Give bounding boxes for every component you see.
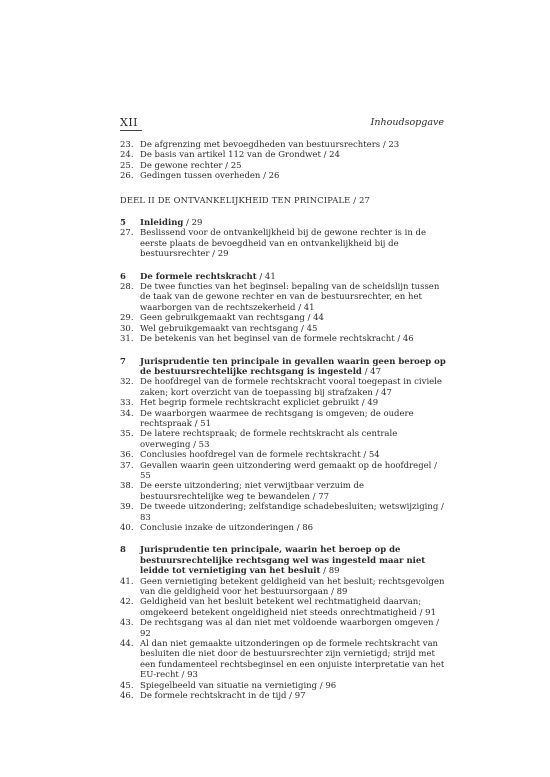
toc-entry [120,398,446,408]
toc-entry [120,150,446,160]
running-title: Inhoudsopgave [370,117,444,128]
toc-entry [120,681,446,691]
entry-text: De rechtsgang was al dan niet met voldoende waarborgen omgeven / 92 [140,618,440,639]
entry-number: 35. [120,429,134,440]
chapter-title: Jurisprudentie ten principale, waarin het beroep op de bestuursrechtelijke rechtsgang wel was ingesteld maar niet leidde tot vernietiging van het besluit [140,545,426,577]
entry-number: 43. [120,618,134,629]
entry-text: Gedingen tussen overheden / 26 [140,171,280,182]
entry-text: Wel gebruikgemaakt van rechtsgang / 45 [140,323,318,334]
chapter-heading [120,218,446,228]
toc-entry [120,481,446,502]
entry-number: 25. [120,160,134,171]
entry-text: De betekenis van het beginsel van de formele rechtskracht / 46 [140,334,414,345]
chapter-heading [120,545,446,576]
toc-entry [120,450,446,460]
chapter-heading [120,272,446,282]
toc-entry [120,461,446,482]
toc-entry [120,324,446,334]
entry-number: 33. [120,398,134,409]
entry-text: Het begrip formele rechtskracht expliciet gebruikt / 49 [140,398,379,409]
entry-number: 28. [120,282,134,293]
chapter-number: 8 [120,545,126,556]
entry-text: De basis van artikel 112 van de Grondwet / 24 [140,150,340,161]
chapter-title: Inleiding [140,218,184,229]
toc-entry [120,691,446,701]
chapter-page: / 47 [361,366,381,377]
toc-entry [120,523,446,533]
entry-number: 40. [120,523,134,533]
entry-number: 26. [120,171,134,182]
toc-entry [120,313,446,323]
entry-text: Gevallen waarin geen uitzondering werd gemaakt op de hoofdregel / 55 [140,460,437,481]
entry-number: 42. [120,597,134,608]
toc-entry [120,228,446,259]
entry-number: 38. [120,481,134,492]
entry-text: Spiegelbeeld van situatie na vernietiging / 96 [140,680,337,691]
entry-number: 31. [120,334,134,345]
entry-number: 44. [120,639,134,650]
entry-text: Conclusie inzake de uitzonderingen / 86 [140,523,314,533]
toc-entry [120,377,446,398]
entry-text: Geen vernietiging betekent geldigheid van het besluit; rechtsgevolgen van die geldigheid voor het bestuursorgaan / 89 [140,576,445,598]
entry-number: 46. [120,691,134,702]
toc-entry [120,429,446,450]
toc-entry [120,502,446,523]
entry-text: Conclusies hoofdregel van de formele rechtskracht / 54 [140,450,380,461]
toc-entry [120,282,446,313]
entry-number: 34. [120,408,134,419]
entry-text: De eerste uitzondering; niet verwijtbaar verzuim de bestuursrechtelijke weg te bewandelen / 77 [140,481,365,502]
entry-text: De waarborgen waarmee de rechtsgang is omgeven; de oudere rechtspraak / 51 [140,408,414,429]
toc-entry [120,597,446,618]
entry-text: De twee functies van het beginsel: bepaling van de scheidslijn tussen de taak van de gewone rechter en van de bestuursrechter, en het waarborgen van de rechtszekerheid / 41 [140,282,440,313]
chapter-number: 7 [120,356,126,367]
entry-number: 30. [120,323,134,334]
chapter-page: / 29 [183,218,203,229]
header-rule [120,130,142,131]
toc-entry [120,171,446,181]
entry-text: De formele rechtskracht in de tijd / 97 [140,691,306,702]
toc-entry [120,334,446,344]
chapter-number: 5 [120,218,126,229]
entry-number: 41. [120,576,134,587]
page-number: XII [120,116,139,129]
entry-text: De tweede uitzondering; zelfstandige schadebesluiten; wetswijziging / 83 [140,502,444,523]
part-heading: DEEL II DE ONTVANKELIJKHEID TEN PRINCIPALE / 27 [120,194,371,205]
entry-number: 27. [120,228,134,239]
entry-number: 29. [120,313,134,324]
toc-entry [120,577,446,598]
entry-text: Geen gebruikgemaakt van rechtsgang / 44 [140,313,324,324]
entry-number: 37. [120,460,134,471]
entry-text: Beslissend voor de ontvankelijkheid bij de gewone rechter is in de eerste plaats de bevoegdheid van en ontvankelijkheid bij de bestuursrechter / 29 [140,228,426,260]
entry-text: De hoofdregel van de formele rechtskracht vooral toegepast in civiele zaken; kort overzicht van de toepassing bij strafzaken / 47 [140,377,442,398]
entry-text: De gewone rechter / 25 [140,160,242,171]
entry-number: 45. [120,680,134,691]
entry-number: 23. [120,140,134,150]
entry-text: De afgrenzing met bevoegdheden van bestuursrechters / 23 [140,140,400,150]
entry-text: Geldigheid van het besluit betekent wel rechtmatigheid daarvan; omgekeerd betekent ongeldigheid niet steeds onrechtmatigheid / 91 [140,597,436,618]
chapter-number: 6 [120,271,126,282]
chapter-page: / 89 [320,566,340,577]
toc-entry [120,140,446,150]
toc-entry [120,161,446,171]
toc-entry [120,639,446,681]
entry-number: 24. [120,150,134,161]
chapter-title: De formele rechtskracht [140,271,257,282]
toc-entry [120,618,446,639]
entry-text: Al dan niet gemaakte uitzonderingen op de formele rechtskracht van besluiten die niet door de bestuursrechter zijn vernietigd; strijd met een fundamenteel rechtsbeginsel en een onjuiste interpretatie van het EU-recht / 93 [140,639,445,681]
entry-text: De latere rechtspraak; de formele rechtskracht als centrale overweging / 53 [140,429,398,450]
entry-number: 36. [120,450,134,461]
chapter-page: / 41 [256,271,276,282]
entry-number: 39. [120,502,134,513]
table-of-contents [120,140,446,702]
entry-number: 32. [120,377,134,388]
chapter-title: Jurisprudentie ten principale in gevallen waarin geen beroep op de bestuursrechtelijke rechtsgang is ingesteld [140,356,446,377]
chapter-heading [120,357,446,378]
toc-entry [120,409,446,430]
